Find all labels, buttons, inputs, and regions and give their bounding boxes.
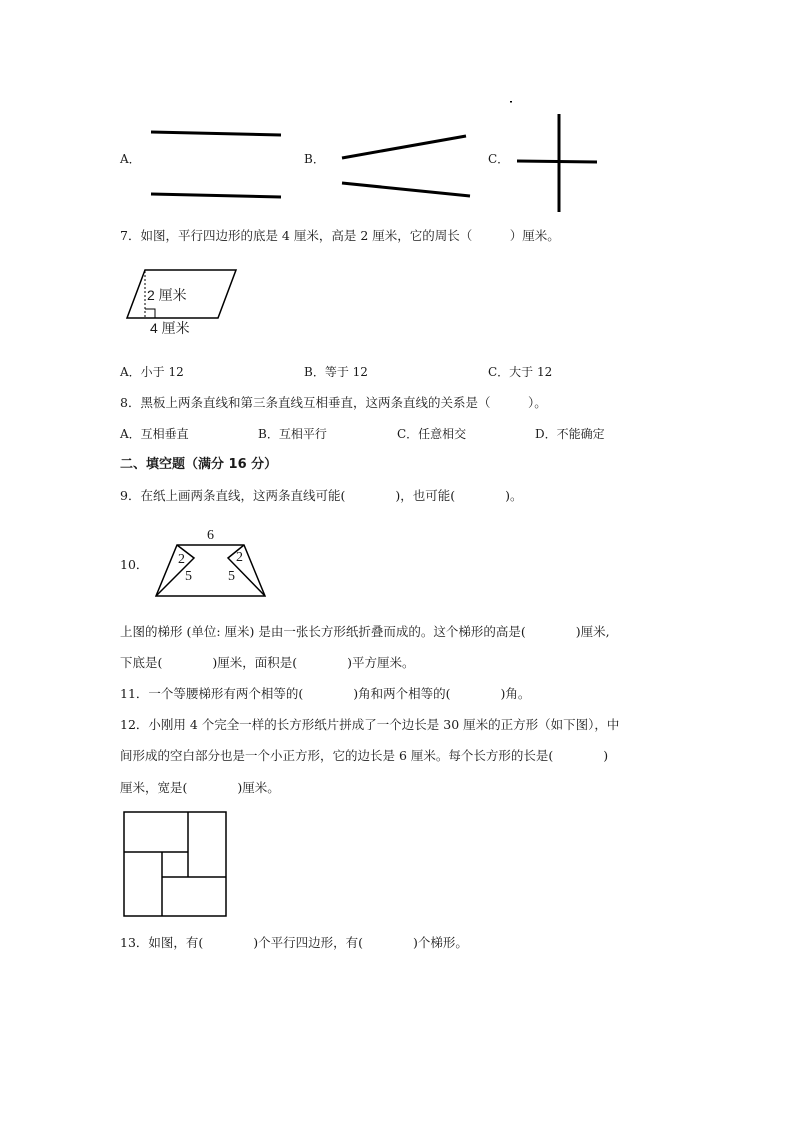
q6-option-a-label: A． bbox=[120, 152, 141, 166]
q8-option-b: B．互相平行 bbox=[258, 427, 327, 441]
q6-option-b-label: B． bbox=[304, 152, 325, 166]
q8-text: 8．黑板上两条直线和第三条直线互相垂直，这两条直线的关系是（ ）。 bbox=[120, 395, 547, 410]
q8-option-c: C．任意相交 bbox=[397, 427, 467, 441]
trapezoid-right-short-label: 2 bbox=[236, 550, 243, 565]
q12-line1: 12．小刚用 4 个完全一样的长方形纸片拼成了一个边长是 30 厘米的正方形（如下图），中 bbox=[120, 717, 620, 732]
q8-option-d: D．不能确定 bbox=[535, 427, 605, 441]
q13-text: 13．如图，有( )个平行四边形，有( )个梯形。 bbox=[120, 935, 468, 950]
q9-text: 9．在纸上画两条直线，这两条直线可能( )，也可能( )。 bbox=[120, 488, 523, 503]
q7-option-c: C．大于 12 bbox=[488, 365, 553, 379]
q7-text: 7．如图，平行四边形的底是 4 厘米，高是 2 厘米，它的周长（ ）厘米。 bbox=[120, 228, 560, 243]
q11-text: 11．一个等腰梯形有两个相等的( )角和两个相等的( )角。 bbox=[120, 686, 531, 701]
outer-square bbox=[124, 812, 226, 916]
q7-option-b: B．等于 12 bbox=[304, 365, 368, 379]
trapezoid-left-long-label: 5 bbox=[185, 569, 192, 584]
section-2-heading: 二、填空题（满分 16 分） bbox=[120, 457, 278, 472]
q7-height-label: 2 厘米 bbox=[147, 287, 187, 303]
q7-option-a: A．小于 12 bbox=[120, 365, 184, 379]
q10-line2: 下底是( )厘米，面积是( )平方厘米。 bbox=[120, 655, 415, 670]
q10-line1: 上图的梯形 (单位: 厘米) 是由一张长方形纸折叠而成的。这个梯形的高是( )厘米, bbox=[120, 624, 610, 639]
q7-base-label: 4 厘米 bbox=[150, 320, 190, 336]
q12-line3: 厘米，宽是( )厘米。 bbox=[120, 780, 280, 795]
trapezoid-right-long-label: 5 bbox=[228, 569, 235, 584]
trapezoid-top-label: 6 bbox=[207, 528, 214, 543]
trapezoid-left-short-label: 2 bbox=[178, 552, 185, 567]
q8-option-a: A．互相垂直 bbox=[120, 427, 189, 441]
q6-option-c-label: C． bbox=[488, 152, 510, 166]
q10-number: 10． bbox=[120, 557, 149, 572]
q12-line2: 间形成的空白部分也是一个小正方形，它的边长是 6 厘米。每个长方形的长是( ) bbox=[120, 748, 609, 763]
